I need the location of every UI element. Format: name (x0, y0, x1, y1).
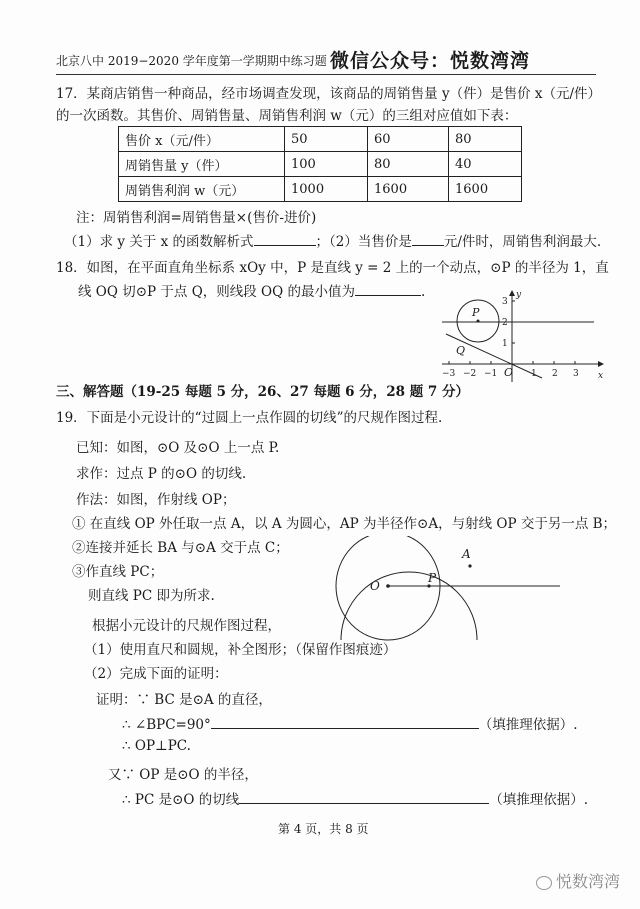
q19-step3: ③作直线 PC； (72, 564, 164, 580)
center-o (386, 584, 390, 588)
y-axis-label: y (516, 290, 522, 300)
table-cell: 50 (285, 127, 368, 152)
watermark (536, 869, 620, 892)
circle-o (336, 536, 440, 640)
q19-proof1: 证明：∵ BC 是⊙A 的直径， (96, 692, 272, 708)
x-tick-label: 2 (552, 369, 558, 379)
q19-proof5 (122, 788, 588, 808)
q19-proof5-text: ∴ PC 是⊙O 的切线 (122, 792, 240, 808)
answer-blank[interactable] (211, 728, 479, 729)
wechat-account-label: 微信公众号：悦数湾湾 (330, 50, 531, 72)
q17-ask-1: （1）求 y 关于 x 的函数解析式 (64, 234, 254, 250)
table-cell: 1600 (368, 177, 449, 202)
header-divider (56, 74, 596, 75)
table-cell: 1000 (285, 177, 368, 202)
q19-proof3: ∴ OP⊥PC. (122, 738, 191, 754)
q19-intro: 19．下面是小元设计的“过圆上一点作圆的切线”的尺规作图过程. (56, 410, 443, 426)
q19-proof4: 又∵ OP 是⊙O 的半径， (108, 767, 258, 783)
q19-step1: ① 在直线 OP 外任取一点 A，以 A 为圆心，AP 为半径作⊙A，与射线 OP 交于另一点 B； (72, 516, 617, 532)
q19-known: 已知：如图，⊙O 及⊙O 上一点 P. (76, 440, 280, 456)
section-three-heading: 三、解答题（19-25 每题 5 分，26、27 每题 6 分，28 题 7 分） (56, 384, 470, 400)
q19-proof2-end: （填推理依据）. (478, 717, 578, 733)
q18-coordinate-graph (438, 288, 608, 384)
label-p: P (428, 571, 437, 585)
q19-step2: ②连接并延长 BA 与⊙A 交于点 C； (72, 540, 289, 556)
q17-questions (64, 230, 601, 250)
q19-task2: （2）完成下面的证明： (84, 666, 228, 682)
q18-period: . (420, 284, 426, 300)
q19-proof2 (122, 713, 578, 733)
table-row (119, 177, 522, 202)
q19-according: 根据小元设计的尺规作图过程， (92, 618, 281, 634)
q17-ask-3: 元/件时，周销售利润最大. (443, 234, 602, 250)
point-p-label: P (472, 306, 480, 319)
point-a (468, 564, 471, 567)
table-cell: 80 (368, 152, 449, 177)
q17-line2: 的一次函数。其售价、周销售量、周销售利润 w（元）的三组对应值如下表： (56, 108, 518, 124)
table-row (119, 127, 522, 152)
answer-blank[interactable] (254, 245, 316, 246)
answer-blank[interactable] (355, 295, 421, 296)
table-row (119, 152, 522, 177)
q17-value-table (118, 126, 522, 202)
y-axis-arrow (509, 290, 515, 296)
q18-line2-text: 线 OQ 切⊙P 于点 Q，则线段 OQ 的最小值为 (78, 284, 355, 300)
point-p (477, 320, 480, 323)
x-axis-arrow (598, 361, 604, 367)
x-axis-label: x (598, 371, 604, 381)
q17-note: 注：周销售利润=周销售量×(售价-进价) (76, 210, 317, 226)
page-number: 第 4 页，共 8 页 (278, 822, 369, 836)
y-tick-label: 2 (502, 318, 508, 328)
y-tick-label: 3 (502, 297, 508, 307)
q18-line2 (78, 280, 425, 300)
x-tick-label: −1 (484, 369, 498, 379)
answer-blank[interactable] (412, 245, 444, 246)
watermark-text: 悦数湾湾 (556, 872, 621, 891)
table-cell: 40 (449, 152, 522, 177)
q19-proof5-end: （填推理依据）. (489, 792, 589, 808)
q17-ask-2: ；（2）当售价是 (315, 234, 412, 250)
wechat-icon (536, 876, 552, 890)
table-cell: 100 (285, 152, 368, 177)
exam-header-title: 北京八中 2019−2020 学年度第一学期期中练习题 (56, 54, 327, 68)
q19-step4: 则直线 PC 即为所求. (88, 588, 215, 604)
table-cell: 1600 (449, 177, 522, 202)
q19-find: 求作：过点 P 的⊙O 的切线. (76, 466, 247, 482)
y-tick-label: 1 (502, 339, 508, 349)
q18-line1: 18．如图，在平面直角坐标系 xOy 中，P 是直线 y = 2 上的一个动点，⊙P 的半径为 1，直 (56, 260, 609, 276)
x-tick-label: −3 (442, 369, 456, 379)
label-a: A (462, 547, 471, 561)
table-cell: 售价 x（元/件） (119, 127, 285, 152)
q19-task1: （1）使用直尺和圆规，补全图形；（保留作图痕迹） (84, 642, 397, 658)
x-tick-label: 1 (531, 369, 537, 379)
point-q-label: Q (456, 344, 466, 357)
q19-proof2-text: ∴ ∠BPC=90° (122, 717, 211, 733)
table-cell: 60 (368, 127, 449, 152)
q19-construction (328, 536, 588, 646)
table-cell: 80 (449, 127, 522, 152)
origin-label: O (504, 366, 514, 379)
table-cell: 周销售量 y（件） (119, 152, 285, 177)
label-o: O (370, 579, 380, 593)
table-cell: 周销售利润 w（元） (119, 177, 285, 202)
q19-method: 作法：如图，作射线 OP； (76, 492, 236, 508)
q17-line1: 17．某商店销售一种商品，经市场调查发现，该商品的周销售量 y（件）是售价 x（元/件） (56, 86, 602, 102)
x-tick-label: −2 (463, 369, 477, 379)
answer-blank[interactable] (239, 803, 489, 804)
x-tick-label: 3 (573, 369, 579, 379)
